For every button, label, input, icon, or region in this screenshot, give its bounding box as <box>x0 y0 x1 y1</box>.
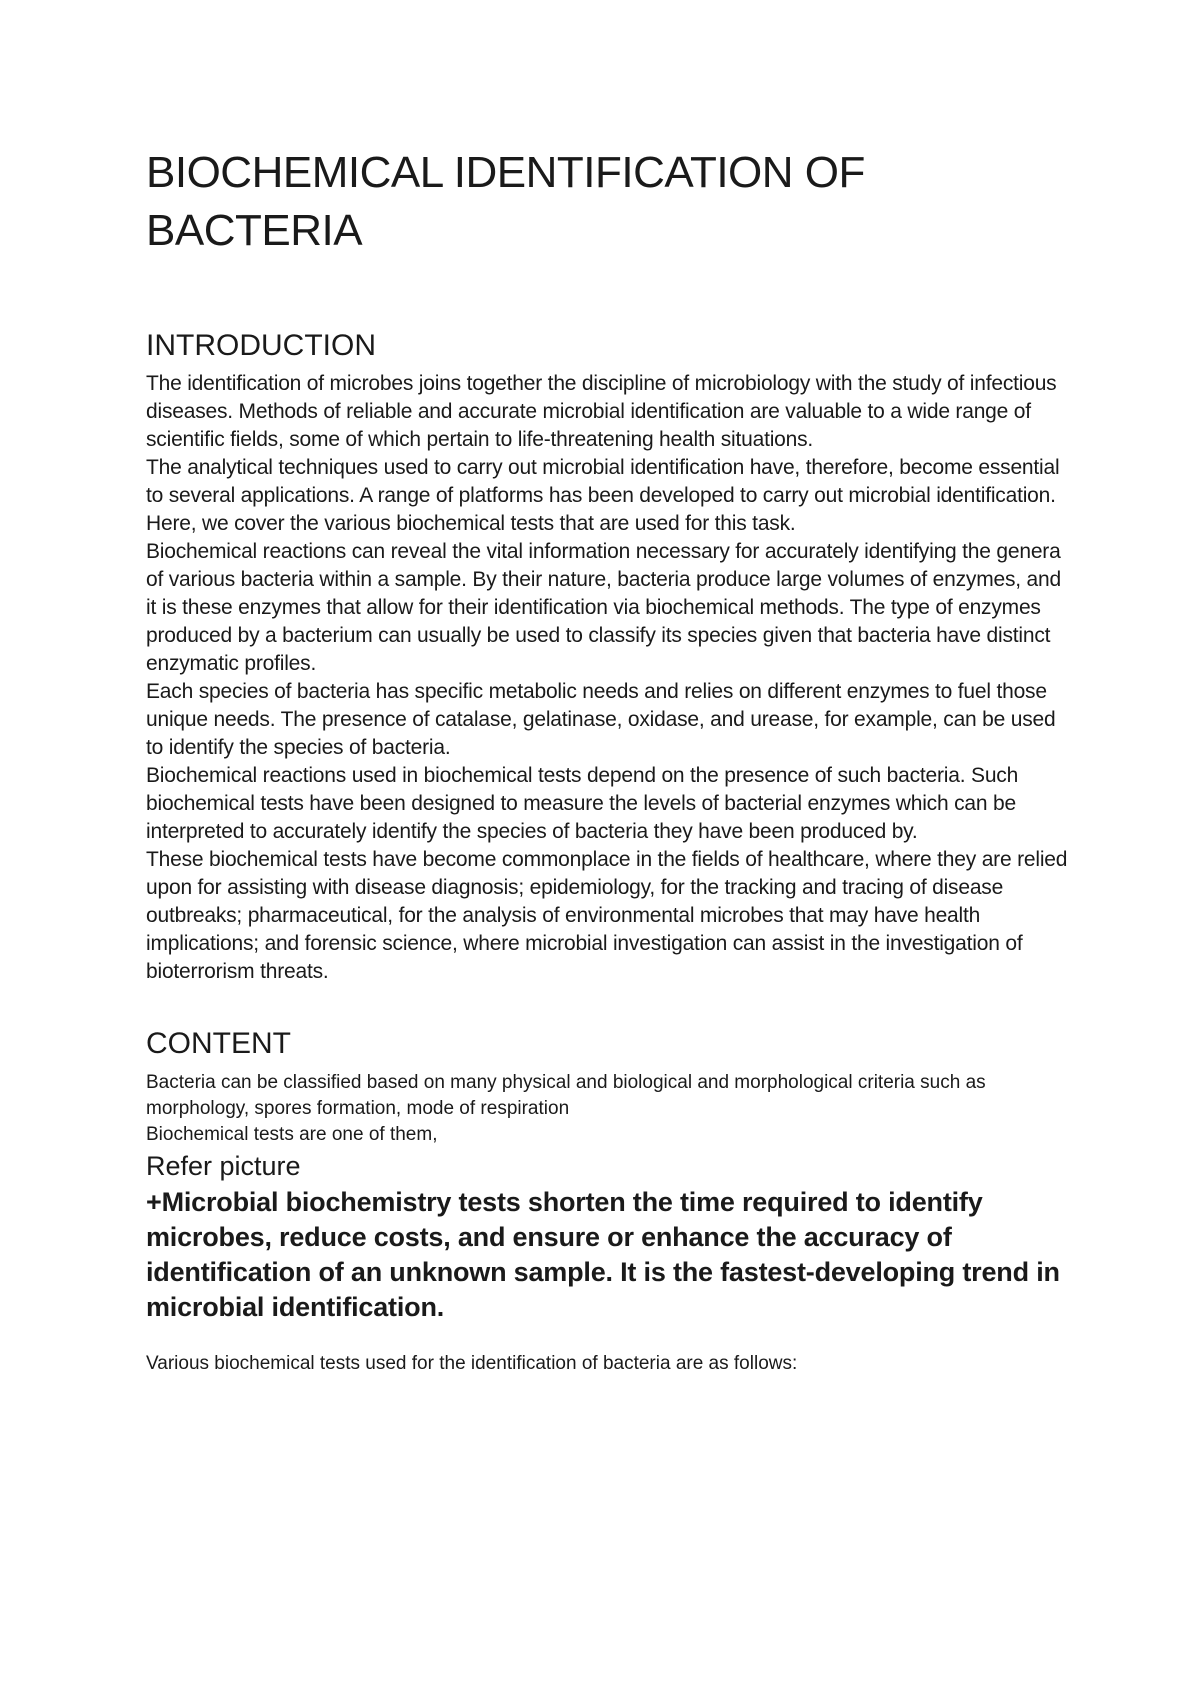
closing-statement: Various biochemical tests used for the identification of bacteria are as follows: <box>146 1353 798 1374</box>
content-body <box>146 1070 1076 1148</box>
introduction-paragraph: The identification of microbes joins together the discipline of microbiology with the study of infectious diseases. Methods of reliable and accurate microbial identification are valuable to a wide range of scientific fields, some of which pertain to life-threatening health situations. <box>146 372 1057 451</box>
introduction-paragraph: The analytical techniques used to carry out microbial identification have, therefore, become essential to several applications. A range of platforms has been developed to carry out microbial identification. Here, we cover the various biochemical tests that are used for this task. <box>146 456 1060 535</box>
introduction-paragraph: These biochemical tests have become commonplace in the fields of healthcare, where they are relied upon for assisting with disease diagnosis; epidemiology, for the tracking and tracing of disease outbreaks; pharmaceutical, for the analysis of environmental microbes that may have health implications; and forensic science, where microbial investigation can assist in the investigation of bioterrorism threats. <box>146 848 1068 983</box>
content-paragraph: Biochemical tests are one of them, <box>146 1124 438 1145</box>
introduction-heading: INTRODUCTION <box>146 329 376 362</box>
document-title: BIOCHEMICAL IDENTIFICATION OF BACTERIA <box>146 148 865 255</box>
introduction-paragraph: Biochemical reactions can reveal the vital information necessary for accurately identifying the genera of various bacteria within a sample. By their nature, bacteria produce large volumes of enzymes, and it is these enzymes that allow for their identification via biochemical methods. The type of enzymes produced by a bacterium can usually be used to classify its species given that bacteria have distinct enzymatic profiles. <box>146 540 1061 675</box>
content-paragraph: Bacteria can be classified based on many physical and biological and morphological criteria such as morphology, spores formation, mode of respiration <box>146 1072 986 1119</box>
introduction-paragraph: Each species of bacteria has specific metabolic needs and relies on different enzymes to fuel those unique needs. The presence of catalase, gelatinase, oxidase, and urease, for example, can be used to identify the species of bacteria. <box>146 680 1056 759</box>
introduction-body <box>146 370 1076 986</box>
introduction-paragraph: Biochemical reactions used in biochemical tests depend on the presence of such bacteria. Such biochemical tests have been designed to measure the levels of bacterial enzymes which can be interpreted to accurately identify the species of bacteria they have been produced by. <box>146 764 1019 843</box>
content-heading: CONTENT <box>146 1027 291 1060</box>
document-body <box>146 144 1076 1377</box>
refer-picture-note: Refer picture <box>146 1151 301 1181</box>
highlight-statement: +Microbial biochemistry tests shorten the time required to identify microbes, reduce costs, and ensure or enhance the accuracy of identification of an unknown sample. It is the fastest-developing trend in microbial identification. <box>146 1187 1060 1322</box>
